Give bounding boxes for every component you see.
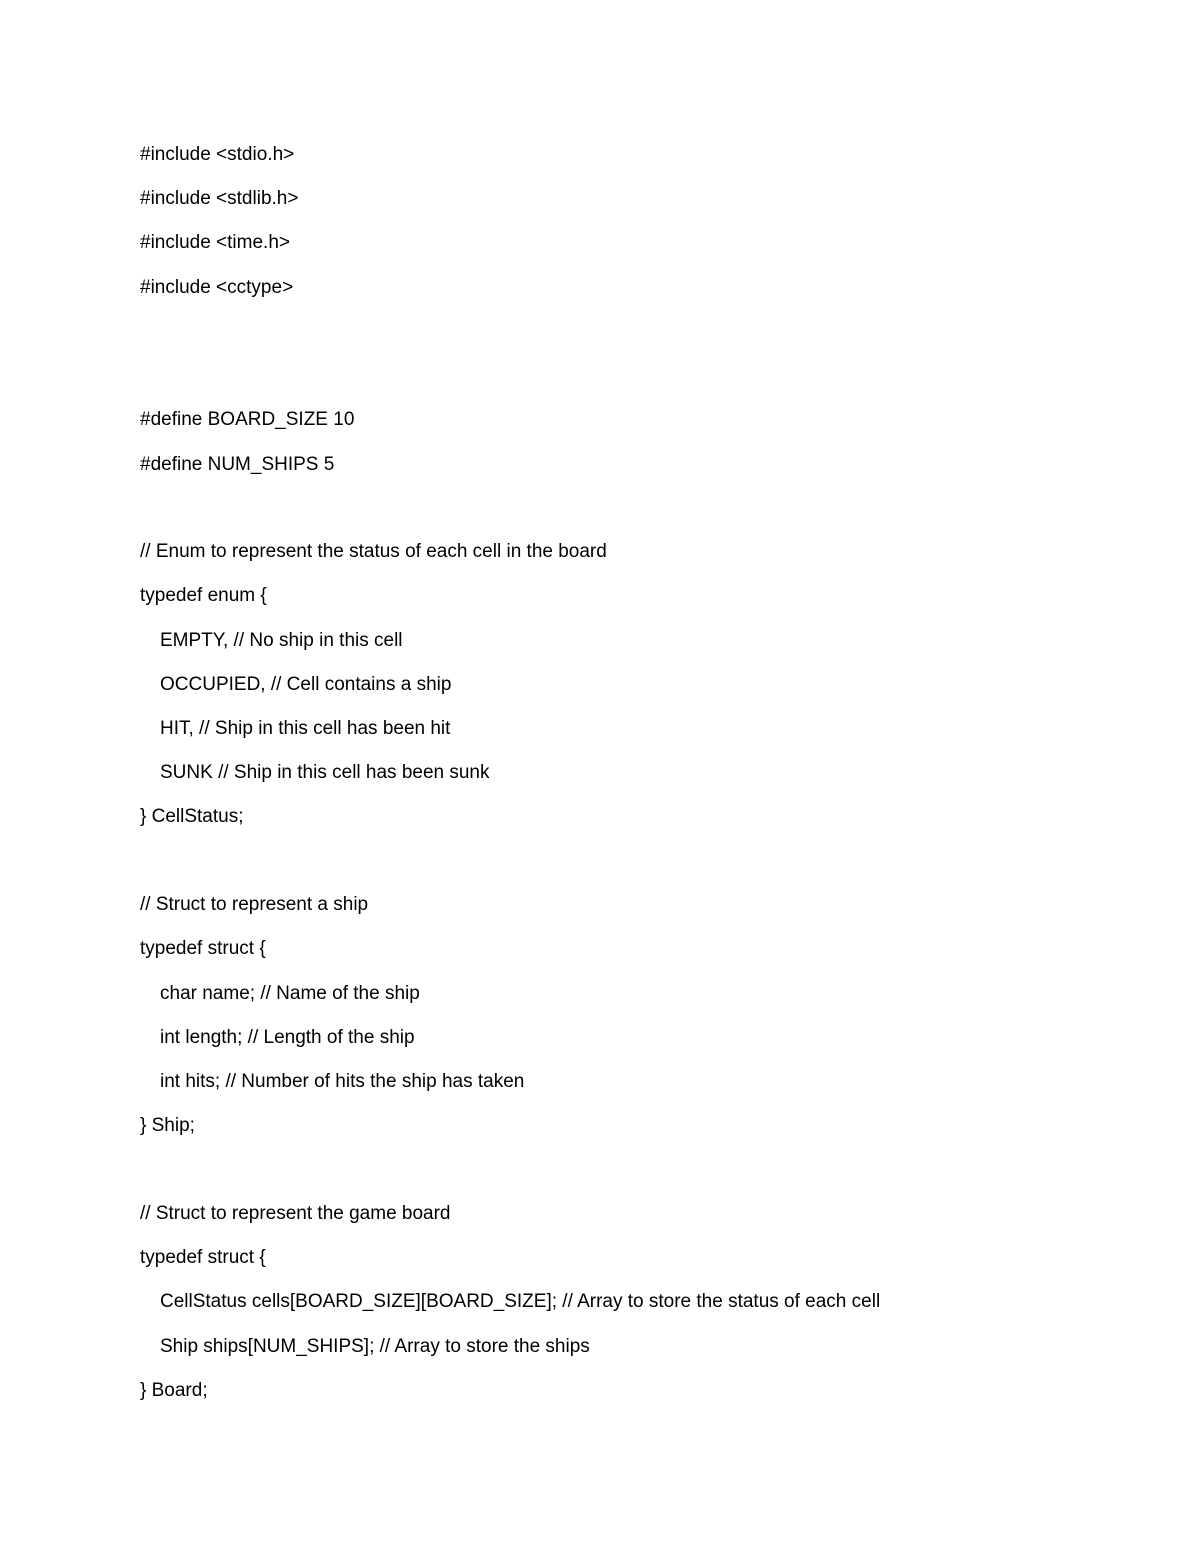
code-line: #include <cctype> <box>140 277 294 298</box>
code-line: int length; // Length of the ship <box>160 1027 415 1048</box>
code-line: #include <stdlib.h> <box>140 188 299 209</box>
code-line: #define NUM_SHIPS 5 <box>140 454 335 475</box>
code-line: typedef struct { <box>140 938 266 959</box>
code-line: } Ship; <box>140 1115 195 1136</box>
code-line: char name; // Name of the ship <box>160 983 420 1004</box>
code-line: int hits; // Number of hits the ship has taken <box>160 1071 525 1092</box>
code-line: // Struct to represent the game board <box>140 1203 451 1224</box>
code-line: OCCUPIED, // Cell contains a ship <box>160 674 452 695</box>
code-line: // Struct to represent a ship <box>140 894 369 915</box>
code-line: HIT, // Ship in this cell has been hit <box>160 718 451 739</box>
code-line: typedef enum { <box>140 585 267 606</box>
code-line: CellStatus cells[BOARD_SIZE][BOARD_SIZE]; // Array to store the status of each cell <box>160 1291 881 1312</box>
code-line: SUNK // Ship in this cell has been sunk <box>160 762 490 783</box>
code-line: #include <stdio.h> <box>140 144 295 165</box>
code-line: #include <time.h> <box>140 232 290 253</box>
code-line: // Enum to represent the status of each cell in the board <box>140 541 607 562</box>
code-line: Ship ships[NUM_SHIPS]; // Array to store the ships <box>160 1336 590 1357</box>
code-line: #define BOARD_SIZE 10 <box>140 409 355 430</box>
code-line: typedef struct { <box>140 1247 266 1268</box>
code-line: } Board; <box>140 1380 208 1401</box>
code-line: EMPTY, // No ship in this cell <box>160 630 403 651</box>
code-line: } CellStatus; <box>140 806 244 827</box>
